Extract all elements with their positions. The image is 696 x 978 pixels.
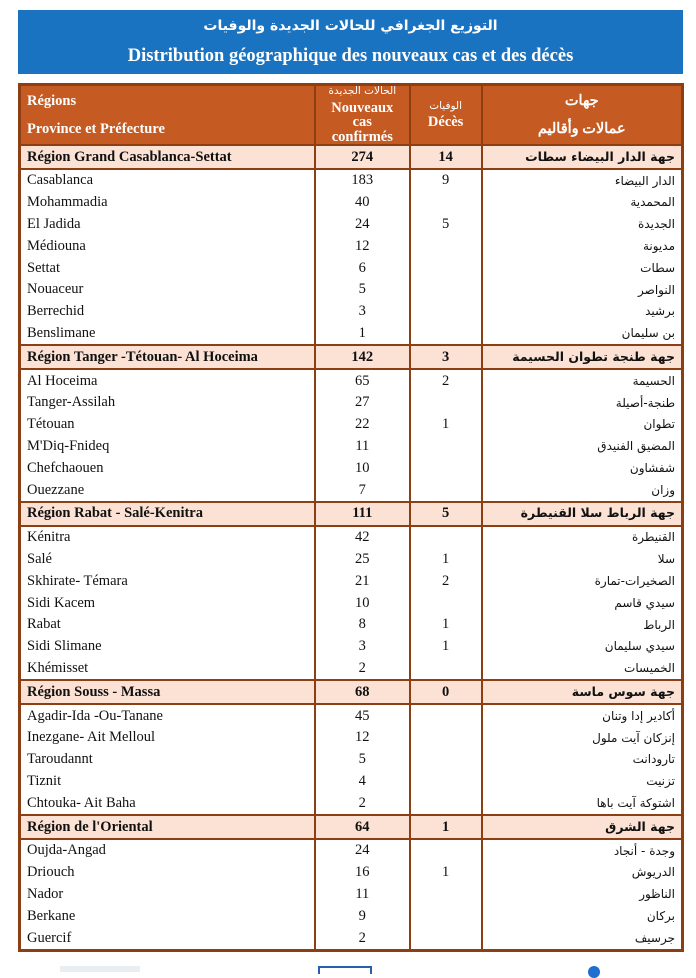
name-ar-cell: الخميسات bbox=[482, 657, 683, 680]
name-fr-cell: Benslimane bbox=[20, 322, 315, 345]
table-row bbox=[20, 704, 683, 727]
cases-cell: 40 bbox=[315, 192, 410, 214]
cases-cell: 24 bbox=[315, 213, 410, 235]
region-row bbox=[20, 680, 683, 704]
name-fr-cell: Région de l'Oriental bbox=[20, 815, 315, 839]
name-ar-cell: برشيد bbox=[482, 301, 683, 323]
name-fr-cell: Oujda-Angad bbox=[20, 839, 315, 862]
name-ar-cell: جهة طنجة تطوان الحسيمة bbox=[482, 345, 683, 369]
table-row bbox=[20, 392, 683, 414]
table-row bbox=[20, 727, 683, 749]
distribution-table bbox=[18, 83, 684, 952]
table-body bbox=[20, 145, 683, 950]
name-ar-cell: النواصر bbox=[482, 279, 683, 301]
name-ar-cell: طنجة-أصيلة bbox=[482, 392, 683, 414]
name-fr-cell: Région Grand Casablanca-Settat bbox=[20, 145, 315, 169]
name-fr-cell: Tanger-Assilah bbox=[20, 392, 315, 414]
name-fr-cell: Inezgane- Ait Melloul bbox=[20, 727, 315, 749]
name-fr-cell: Mohammadia bbox=[20, 192, 315, 214]
name-ar-cell: جهة الشرق bbox=[482, 815, 683, 839]
name-ar-cell: جهة الدار البيضاء سطات bbox=[482, 145, 683, 169]
table-row bbox=[20, 770, 683, 792]
name-fr-cell: M'Diq-Fnideq bbox=[20, 435, 315, 457]
name-ar-cell: تزنيت bbox=[482, 770, 683, 792]
logo-right bbox=[588, 966, 600, 978]
deaths-cell bbox=[410, 392, 482, 414]
table-row bbox=[20, 235, 683, 257]
cases-cell: 2 bbox=[315, 657, 410, 680]
name-ar-cell: اشتوكة آيت باها bbox=[482, 792, 683, 815]
name-fr-cell: Settat bbox=[20, 257, 315, 279]
table-row bbox=[20, 657, 683, 680]
deaths-cell bbox=[410, 435, 482, 457]
header-deaths: الوفيات Décès bbox=[410, 85, 482, 146]
name-fr-cell: El Jadida bbox=[20, 213, 315, 235]
cases-cell: 3 bbox=[315, 636, 410, 658]
deaths-cell bbox=[410, 704, 482, 727]
name-fr-cell: Guercif bbox=[20, 927, 315, 950]
cases-cell: 65 bbox=[315, 369, 410, 392]
deaths-cell: 1 bbox=[410, 614, 482, 636]
name-ar-cell: أكادير إدا وتنان bbox=[482, 704, 683, 727]
cases-cell: 4 bbox=[315, 770, 410, 792]
cases-cell: 9 bbox=[315, 905, 410, 927]
cases-cell: 21 bbox=[315, 570, 410, 592]
name-ar-cell: شفشاون bbox=[482, 457, 683, 479]
cases-cell: 274 bbox=[315, 145, 410, 169]
cases-cell: 42 bbox=[315, 526, 410, 549]
deaths-cell bbox=[410, 235, 482, 257]
name-fr-cell: Sidi Kacem bbox=[20, 592, 315, 614]
table-row bbox=[20, 839, 683, 862]
cases-cell: 142 bbox=[315, 345, 410, 369]
cases-cell: 45 bbox=[315, 704, 410, 727]
deaths-cell bbox=[410, 927, 482, 950]
deaths-cell bbox=[410, 279, 482, 301]
deaths-cell: 2 bbox=[410, 570, 482, 592]
name-fr-cell: Driouch bbox=[20, 862, 315, 884]
name-fr-cell: Sidi Slimane bbox=[20, 636, 315, 658]
deaths-cell bbox=[410, 792, 482, 815]
name-fr-cell: Berrechid bbox=[20, 301, 315, 323]
table-row bbox=[20, 322, 683, 345]
cases-cell: 1 bbox=[315, 322, 410, 345]
table-row bbox=[20, 457, 683, 479]
cases-cell: 5 bbox=[315, 279, 410, 301]
cases-cell: 12 bbox=[315, 727, 410, 749]
title-arabic: التوزيع الجغرافي للحالات الجديدة والوفيات bbox=[203, 18, 498, 34]
name-ar-cell: القنيطرة bbox=[482, 526, 683, 549]
name-ar-cell: سطات bbox=[482, 257, 683, 279]
name-ar-cell: الجديدة bbox=[482, 213, 683, 235]
deaths-cell bbox=[410, 770, 482, 792]
name-ar-cell: جهة سوس ماسة bbox=[482, 680, 683, 704]
deaths-cell bbox=[410, 657, 482, 680]
cases-cell: 3 bbox=[315, 301, 410, 323]
deaths-cell bbox=[410, 322, 482, 345]
table-row bbox=[20, 570, 683, 592]
table-row bbox=[20, 927, 683, 950]
name-ar-cell: المحمدية bbox=[482, 192, 683, 214]
deaths-cell bbox=[410, 727, 482, 749]
table-row bbox=[20, 792, 683, 815]
cases-cell: 11 bbox=[315, 435, 410, 457]
table-row bbox=[20, 905, 683, 927]
name-fr-cell: Berkane bbox=[20, 905, 315, 927]
deaths-cell bbox=[410, 257, 482, 279]
cases-cell: 111 bbox=[315, 502, 410, 526]
name-fr-cell: Région Tanger -Tétouan- Al Hoceima bbox=[20, 345, 315, 369]
name-fr-cell: Agadir-Ida -Ou-Tanane bbox=[20, 704, 315, 727]
deaths-cell bbox=[410, 592, 482, 614]
name-ar-cell: وجدة - أنجاد bbox=[482, 839, 683, 862]
table-row bbox=[20, 213, 683, 235]
deaths-cell: 2 bbox=[410, 369, 482, 392]
table-header-row bbox=[20, 85, 683, 146]
deaths-cell: 1 bbox=[410, 636, 482, 658]
table-row bbox=[20, 614, 683, 636]
cases-cell: 2 bbox=[315, 927, 410, 950]
table-row bbox=[20, 749, 683, 771]
name-fr-cell: Tétouan bbox=[20, 414, 315, 436]
table-row bbox=[20, 435, 683, 457]
name-fr-cell: Tiznit bbox=[20, 770, 315, 792]
table-row bbox=[20, 301, 683, 323]
table-row bbox=[20, 169, 683, 192]
cases-cell: 10 bbox=[315, 592, 410, 614]
cases-cell: 7 bbox=[315, 479, 410, 502]
name-ar-cell: مديونة bbox=[482, 235, 683, 257]
deaths-cell bbox=[410, 457, 482, 479]
cases-cell: 25 bbox=[315, 548, 410, 570]
footer-logos bbox=[0, 964, 696, 972]
deaths-cell: 1 bbox=[410, 548, 482, 570]
name-fr-cell: Kénitra bbox=[20, 526, 315, 549]
name-ar-cell: الدريوش bbox=[482, 862, 683, 884]
name-ar-cell: سلا bbox=[482, 548, 683, 570]
deaths-cell: 1 bbox=[410, 862, 482, 884]
name-ar-cell: المضيق الفنيدق bbox=[482, 435, 683, 457]
name-ar-cell: الناظور bbox=[482, 883, 683, 905]
deaths-cell bbox=[410, 749, 482, 771]
region-row bbox=[20, 815, 683, 839]
name-fr-cell: Skhirate- Témara bbox=[20, 570, 315, 592]
deaths-cell: 1 bbox=[410, 414, 482, 436]
region-row bbox=[20, 145, 683, 169]
deaths-cell bbox=[410, 192, 482, 214]
header-regions-ar: جهات عمالات وأقاليم bbox=[482, 85, 683, 146]
name-ar-cell: سيدي سليمان bbox=[482, 636, 683, 658]
name-fr-cell: Région Souss - Massa bbox=[20, 680, 315, 704]
deaths-cell: 9 bbox=[410, 169, 482, 192]
name-fr-cell: Casablanca bbox=[20, 169, 315, 192]
table-row bbox=[20, 592, 683, 614]
header-regions: Régions Province et Préfecture bbox=[20, 85, 315, 146]
name-fr-cell: Ouezzane bbox=[20, 479, 315, 502]
region-row bbox=[20, 345, 683, 369]
table-row bbox=[20, 279, 683, 301]
cases-cell: 22 bbox=[315, 414, 410, 436]
deaths-cell bbox=[410, 526, 482, 549]
name-ar-cell: سيدي قاسم bbox=[482, 592, 683, 614]
title-french: Distribution géographique des nouveaux cas et des décès bbox=[127, 46, 574, 66]
name-ar-cell: إنزكان آيت ملول bbox=[482, 727, 683, 749]
region-row bbox=[20, 502, 683, 526]
table-row bbox=[20, 479, 683, 502]
name-fr-cell: Médiouna bbox=[20, 235, 315, 257]
name-fr-cell: Taroudannt bbox=[20, 749, 315, 771]
cases-cell: 183 bbox=[315, 169, 410, 192]
deaths-cell bbox=[410, 905, 482, 927]
table-row bbox=[20, 414, 683, 436]
cases-cell: 6 bbox=[315, 257, 410, 279]
name-fr-cell: Chefchaouen bbox=[20, 457, 315, 479]
name-ar-cell: جرسيف bbox=[482, 927, 683, 950]
name-fr-cell: Salé bbox=[20, 548, 315, 570]
logo-center bbox=[318, 966, 372, 974]
deaths-cell bbox=[410, 839, 482, 862]
table-row bbox=[20, 636, 683, 658]
name-fr-cell: Région Rabat - Salé-Kenitra bbox=[20, 502, 315, 526]
cases-cell: 11 bbox=[315, 883, 410, 905]
deaths-cell: 5 bbox=[410, 502, 482, 526]
table-row bbox=[20, 526, 683, 549]
name-ar-cell: بن سليمان bbox=[482, 322, 683, 345]
name-ar-cell: بركان bbox=[482, 905, 683, 927]
title-banner bbox=[18, 10, 683, 74]
table-row bbox=[20, 257, 683, 279]
deaths-cell: 1 bbox=[410, 815, 482, 839]
table-row bbox=[20, 548, 683, 570]
name-ar-cell: تارودانت bbox=[482, 749, 683, 771]
cases-cell: 12 bbox=[315, 235, 410, 257]
deaths-cell: 5 bbox=[410, 213, 482, 235]
cases-cell: 10 bbox=[315, 457, 410, 479]
name-fr-cell: Khémisset bbox=[20, 657, 315, 680]
name-fr-cell: Chtouka- Ait Baha bbox=[20, 792, 315, 815]
deaths-cell bbox=[410, 883, 482, 905]
header-new-cases: الحالات الجديدة Nouveaux cas confirmés bbox=[315, 85, 410, 146]
cases-cell: 68 bbox=[315, 680, 410, 704]
deaths-cell: 3 bbox=[410, 345, 482, 369]
table-row bbox=[20, 883, 683, 905]
cases-cell: 64 bbox=[315, 815, 410, 839]
cases-cell: 24 bbox=[315, 839, 410, 862]
name-ar-cell: الحسيمة bbox=[482, 369, 683, 392]
deaths-cell bbox=[410, 301, 482, 323]
name-ar-cell: الرباط bbox=[482, 614, 683, 636]
name-ar-cell: جهة الرباط سلا القنيطرة bbox=[482, 502, 683, 526]
deaths-cell: 0 bbox=[410, 680, 482, 704]
cases-cell: 27 bbox=[315, 392, 410, 414]
name-fr-cell: Nouaceur bbox=[20, 279, 315, 301]
cases-cell: 2 bbox=[315, 792, 410, 815]
name-fr-cell: Rabat bbox=[20, 614, 315, 636]
cases-cell: 8 bbox=[315, 614, 410, 636]
deaths-cell bbox=[410, 479, 482, 502]
name-ar-cell: الصخيرات-تمارة bbox=[482, 570, 683, 592]
cases-cell: 16 bbox=[315, 862, 410, 884]
name-ar-cell: الدار البيضاء bbox=[482, 169, 683, 192]
table-row bbox=[20, 192, 683, 214]
name-ar-cell: وزان bbox=[482, 479, 683, 502]
table-row bbox=[20, 369, 683, 392]
deaths-cell: 14 bbox=[410, 145, 482, 169]
table-row bbox=[20, 862, 683, 884]
name-fr-cell: Nador bbox=[20, 883, 315, 905]
logo-left bbox=[60, 966, 140, 972]
name-ar-cell: تطوان bbox=[482, 414, 683, 436]
name-fr-cell: Al Hoceima bbox=[20, 369, 315, 392]
cases-cell: 5 bbox=[315, 749, 410, 771]
